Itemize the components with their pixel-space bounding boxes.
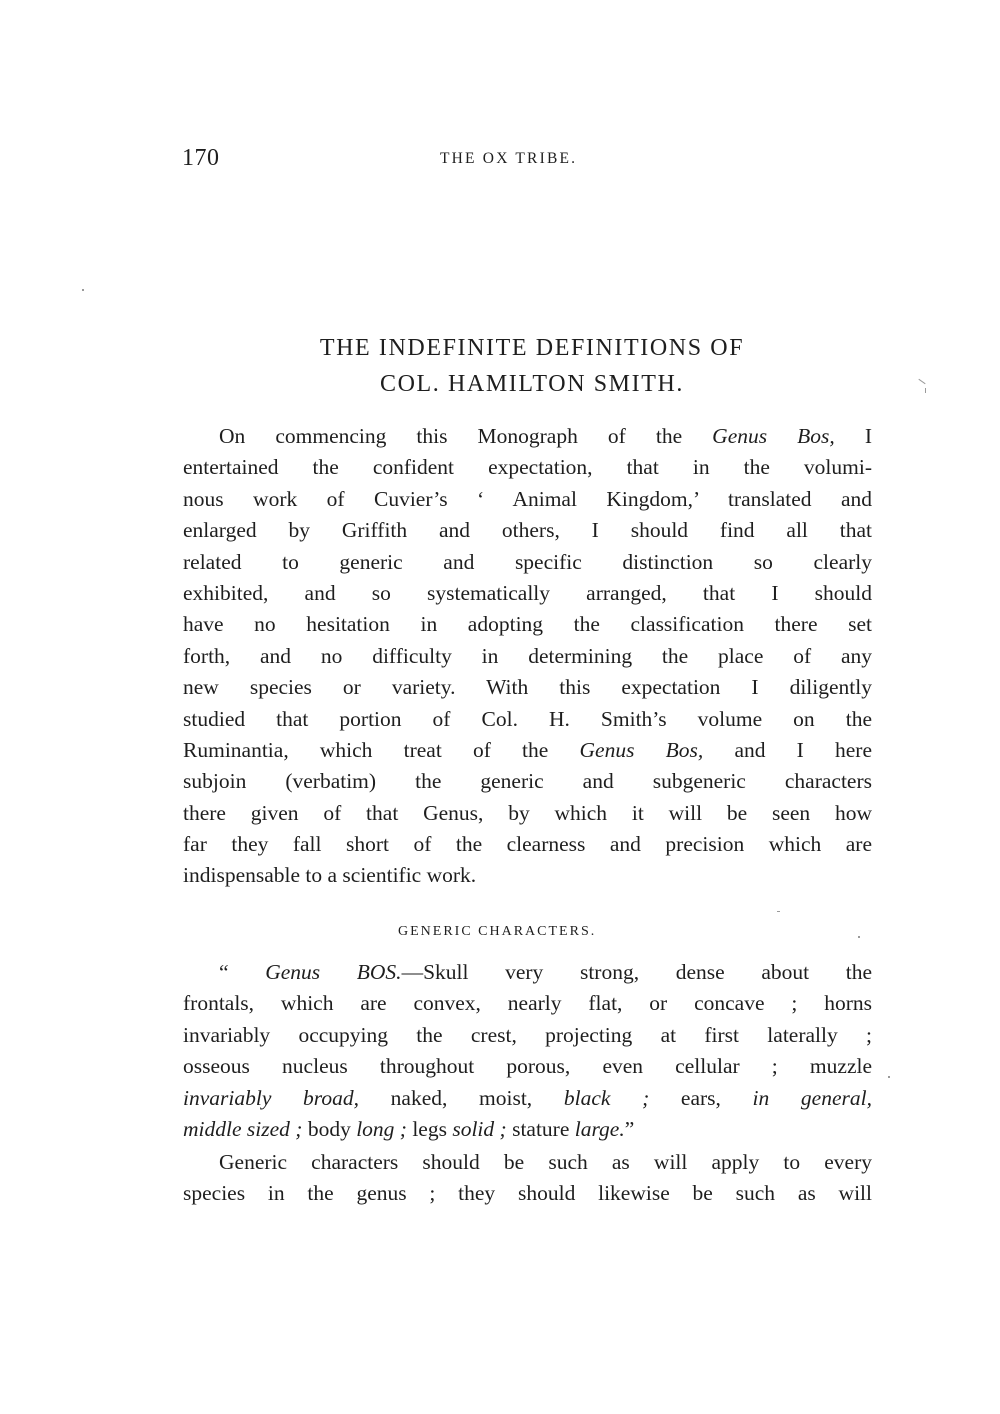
- text-line: [183, 798, 872, 829]
- text-run: species in the genus ; they should likewise be such as will: [183, 1181, 872, 1206]
- text-run: ears,: [649, 1085, 753, 1110]
- italic-text: long ;: [356, 1116, 407, 1141]
- text-line: [183, 609, 872, 640]
- text-run: “: [219, 960, 266, 984]
- text-run: On commencing this Monograph of the: [219, 424, 713, 448]
- text-line: [183, 1178, 872, 1209]
- italic-text: middle sized ;: [183, 1116, 303, 1141]
- text-line: [183, 515, 872, 546]
- scan-speck: [777, 911, 780, 912]
- text-run: Generic characters should be such as will apply to every: [219, 1150, 872, 1174]
- text-line: [183, 1020, 872, 1051]
- text-run: far they fall short of the clearness and precision which are: [183, 832, 872, 857]
- text-run: studied that portion of Col. H. Smith’s volume on the: [183, 706, 872, 731]
- text-run: stature: [506, 1116, 575, 1141]
- scan-speck: [888, 1076, 890, 1078]
- text-run: entertained the confident expectation, that in the volumi-: [183, 455, 872, 480]
- section-heading: GENERIC CHARACTERS.: [398, 924, 597, 939]
- scan-speck: [925, 388, 926, 393]
- text-run: ”: [624, 1116, 635, 1141]
- scan-speck: [918, 379, 925, 384]
- text-run: indispensable to a scientific work.: [183, 863, 477, 888]
- italic-text: Genus Bos,: [712, 424, 835, 448]
- text-line: [183, 735, 872, 766]
- text-run: related to generic and specific distinction so clearly: [183, 549, 872, 574]
- chapter-title: [182, 330, 882, 402]
- text-run: invariably occupying the crest, projecting at first laterally ;: [183, 1022, 872, 1047]
- text-line: [183, 672, 872, 703]
- text-run: have no hesitation in adopting the classification there set: [183, 612, 872, 637]
- text-run: subjoin (verbatim) the generic and subgeneric characters: [183, 769, 872, 794]
- text-run: exhibited, and so systematically arranged, that I should: [183, 580, 872, 605]
- running-head: THE OX TRIBE.: [440, 150, 578, 167]
- text-run: —Skull very strong, dense about the: [401, 960, 872, 984]
- text-line: [183, 829, 872, 860]
- text-line: [183, 957, 872, 988]
- italic-text: Genus BOS.: [265, 960, 402, 984]
- italic-text: in general,: [752, 1085, 872, 1110]
- italic-text: invariably broad,: [183, 1085, 359, 1110]
- text-line: [183, 766, 872, 797]
- text-line: [183, 421, 872, 452]
- generic-characters-quote: [183, 957, 872, 1145]
- scan-speck: [858, 936, 860, 938]
- text-run: legs: [406, 1116, 453, 1141]
- body-paragraph-1: [183, 421, 872, 892]
- text-line: [183, 1147, 872, 1178]
- text-line: [183, 641, 872, 672]
- text-line: [183, 860, 872, 891]
- text-run: nous work of Cuvier’s ‘ Animal Kingdom,’ translated and: [183, 486, 872, 511]
- chapter-title-line-2: COL. HAMILTON SMITH.: [379, 371, 684, 397]
- text-run: osseous nucleus throughout porous, even cellular ; muzzle: [183, 1054, 872, 1079]
- italic-text: black ;: [563, 1085, 650, 1110]
- text-run: body: [302, 1116, 357, 1141]
- text-run: enlarged by Griffith and others, I should find all that: [183, 518, 872, 543]
- text-line: [183, 578, 872, 609]
- text-run: naked, moist,: [358, 1085, 564, 1110]
- text-run: Ruminantia, which treat of the: [183, 737, 580, 762]
- text-line: [183, 704, 872, 735]
- scan-speck: [82, 289, 84, 291]
- text-run: and I here: [703, 737, 873, 762]
- text-line: [183, 1114, 872, 1145]
- text-run: I: [834, 424, 872, 448]
- text-run: frontals, which are convex, nearly flat, or concave ; horns: [183, 991, 872, 1016]
- text-line: [183, 484, 872, 515]
- text-line: [183, 988, 872, 1019]
- page-number: 170: [182, 145, 220, 171]
- chapter-title-line-1: THE INDEFINITE DEFINITIONS OF: [319, 335, 745, 361]
- text-run: new species or variety. With this expectation I diligently: [183, 675, 872, 700]
- italic-text: large.: [574, 1116, 625, 1141]
- text-line: [183, 547, 872, 578]
- text-line: [183, 1051, 872, 1082]
- text-run: forth, and no difficulty in determining the place of any: [183, 643, 872, 668]
- italic-text: Genus Bos,: [579, 737, 704, 762]
- text-line: [183, 452, 872, 483]
- body-paragraph-2: [183, 1147, 872, 1210]
- text-run: there given of that Genus, by which it will be seen how: [183, 800, 872, 825]
- text-line: [183, 1083, 872, 1114]
- italic-text: solid ;: [452, 1116, 507, 1141]
